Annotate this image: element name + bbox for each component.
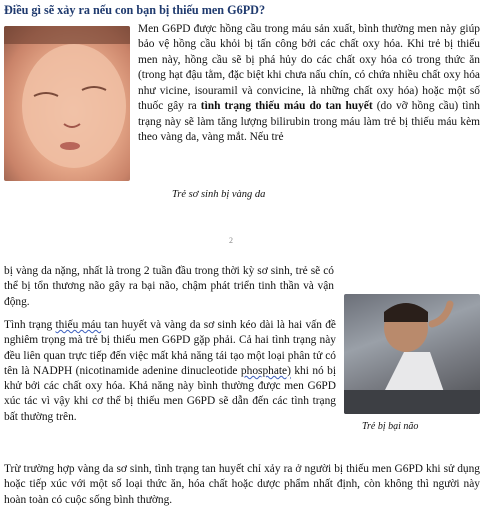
bold-hemolytic-anemia: tình trạng thiếu máu do tan huyết [200,100,373,113]
paragraph-nadph: Tình trạng thiếu máu tan huyết và vàng da sơ sinh kéo dài là hai vấn đề nghiêm trọng mà trẻ bị thiếu men G6PD gặp phải. Cả hai tình trạng này đều liên quan trực tiếp đến việc mất khả năng tái tạo một loại phân tử có tên là NADPH (nicotinamide adenine dinucleotide phosphate) khi nó bị khử bởi các chất oxy hóa. Khả năng này bình thường được men G6PD xúc tác vì vậy khi cơ thể bị thiếu men G6PD sẽ dẫn đến các tình trạng bất thường trên. [4,319,336,423]
caption-cerebral-palsy: Trẻ bị bại não [362,421,419,432]
child-cerebral-palsy-photo [344,294,480,414]
paragraph-conclusion: Trừ trường hợp vàng da sơ sinh, tình trạng tan huyết chỉ xảy ra ở người bị thiếu men G6PD khi sử dụng hoặc tiếp xúc với một số loại thức ăn, hóa chất hoặc dược phẩm nhất định, còn không thì người này hoàn toàn có cuộc sống bình thường. [4,463,480,506]
jaundiced-newborn-photo [4,26,130,181]
page-number: 2 [229,236,233,245]
paragraph-brain-damage: bị vàng da nặng, nhất là trong 2 tuần đầu trong thời kỳ sơ sinh, trẻ sẽ có thể bị tổn thương não gây ra bại não, chậm phát triển tinh thần và vận động. [4,265,334,308]
intro-paragraph: Men G6PD được hồng cầu trong máu sản xuất, bình thường men này giúp bảo vệ hồng cầu khỏi bị tấn công bởi các chất oxy hóa. Khi trẻ bị thiếu men này, hồng cầu sẽ bị phá hủy do các chất oxy hóa có trong thức ăn (trong hạt đậu tằm, đặc biệt khi chưa nấu chín, có chứa nhiều chất oxy hóa như vicine, isouramil và convicine, là những chất oxy hóa) hoặc một số thuốc gây ra tình trạng thiếu máu do tan huyết (do vỡ hồng cầu) tình trạng này sẽ làm tăng lượng bilirubin trong máu làm trẻ bị thiếu máu kèm theo vàng da, vàng mắt. Nếu trẻ [138,23,480,144]
child-illustration [344,294,480,414]
caption-newborn: Trẻ sơ sinh bị vàng da [172,189,266,200]
newborn-illustration [4,26,130,181]
article-title: Điều gì sẽ xảy ra nếu con bạn bị thiếu men G6PD? [4,3,266,17]
